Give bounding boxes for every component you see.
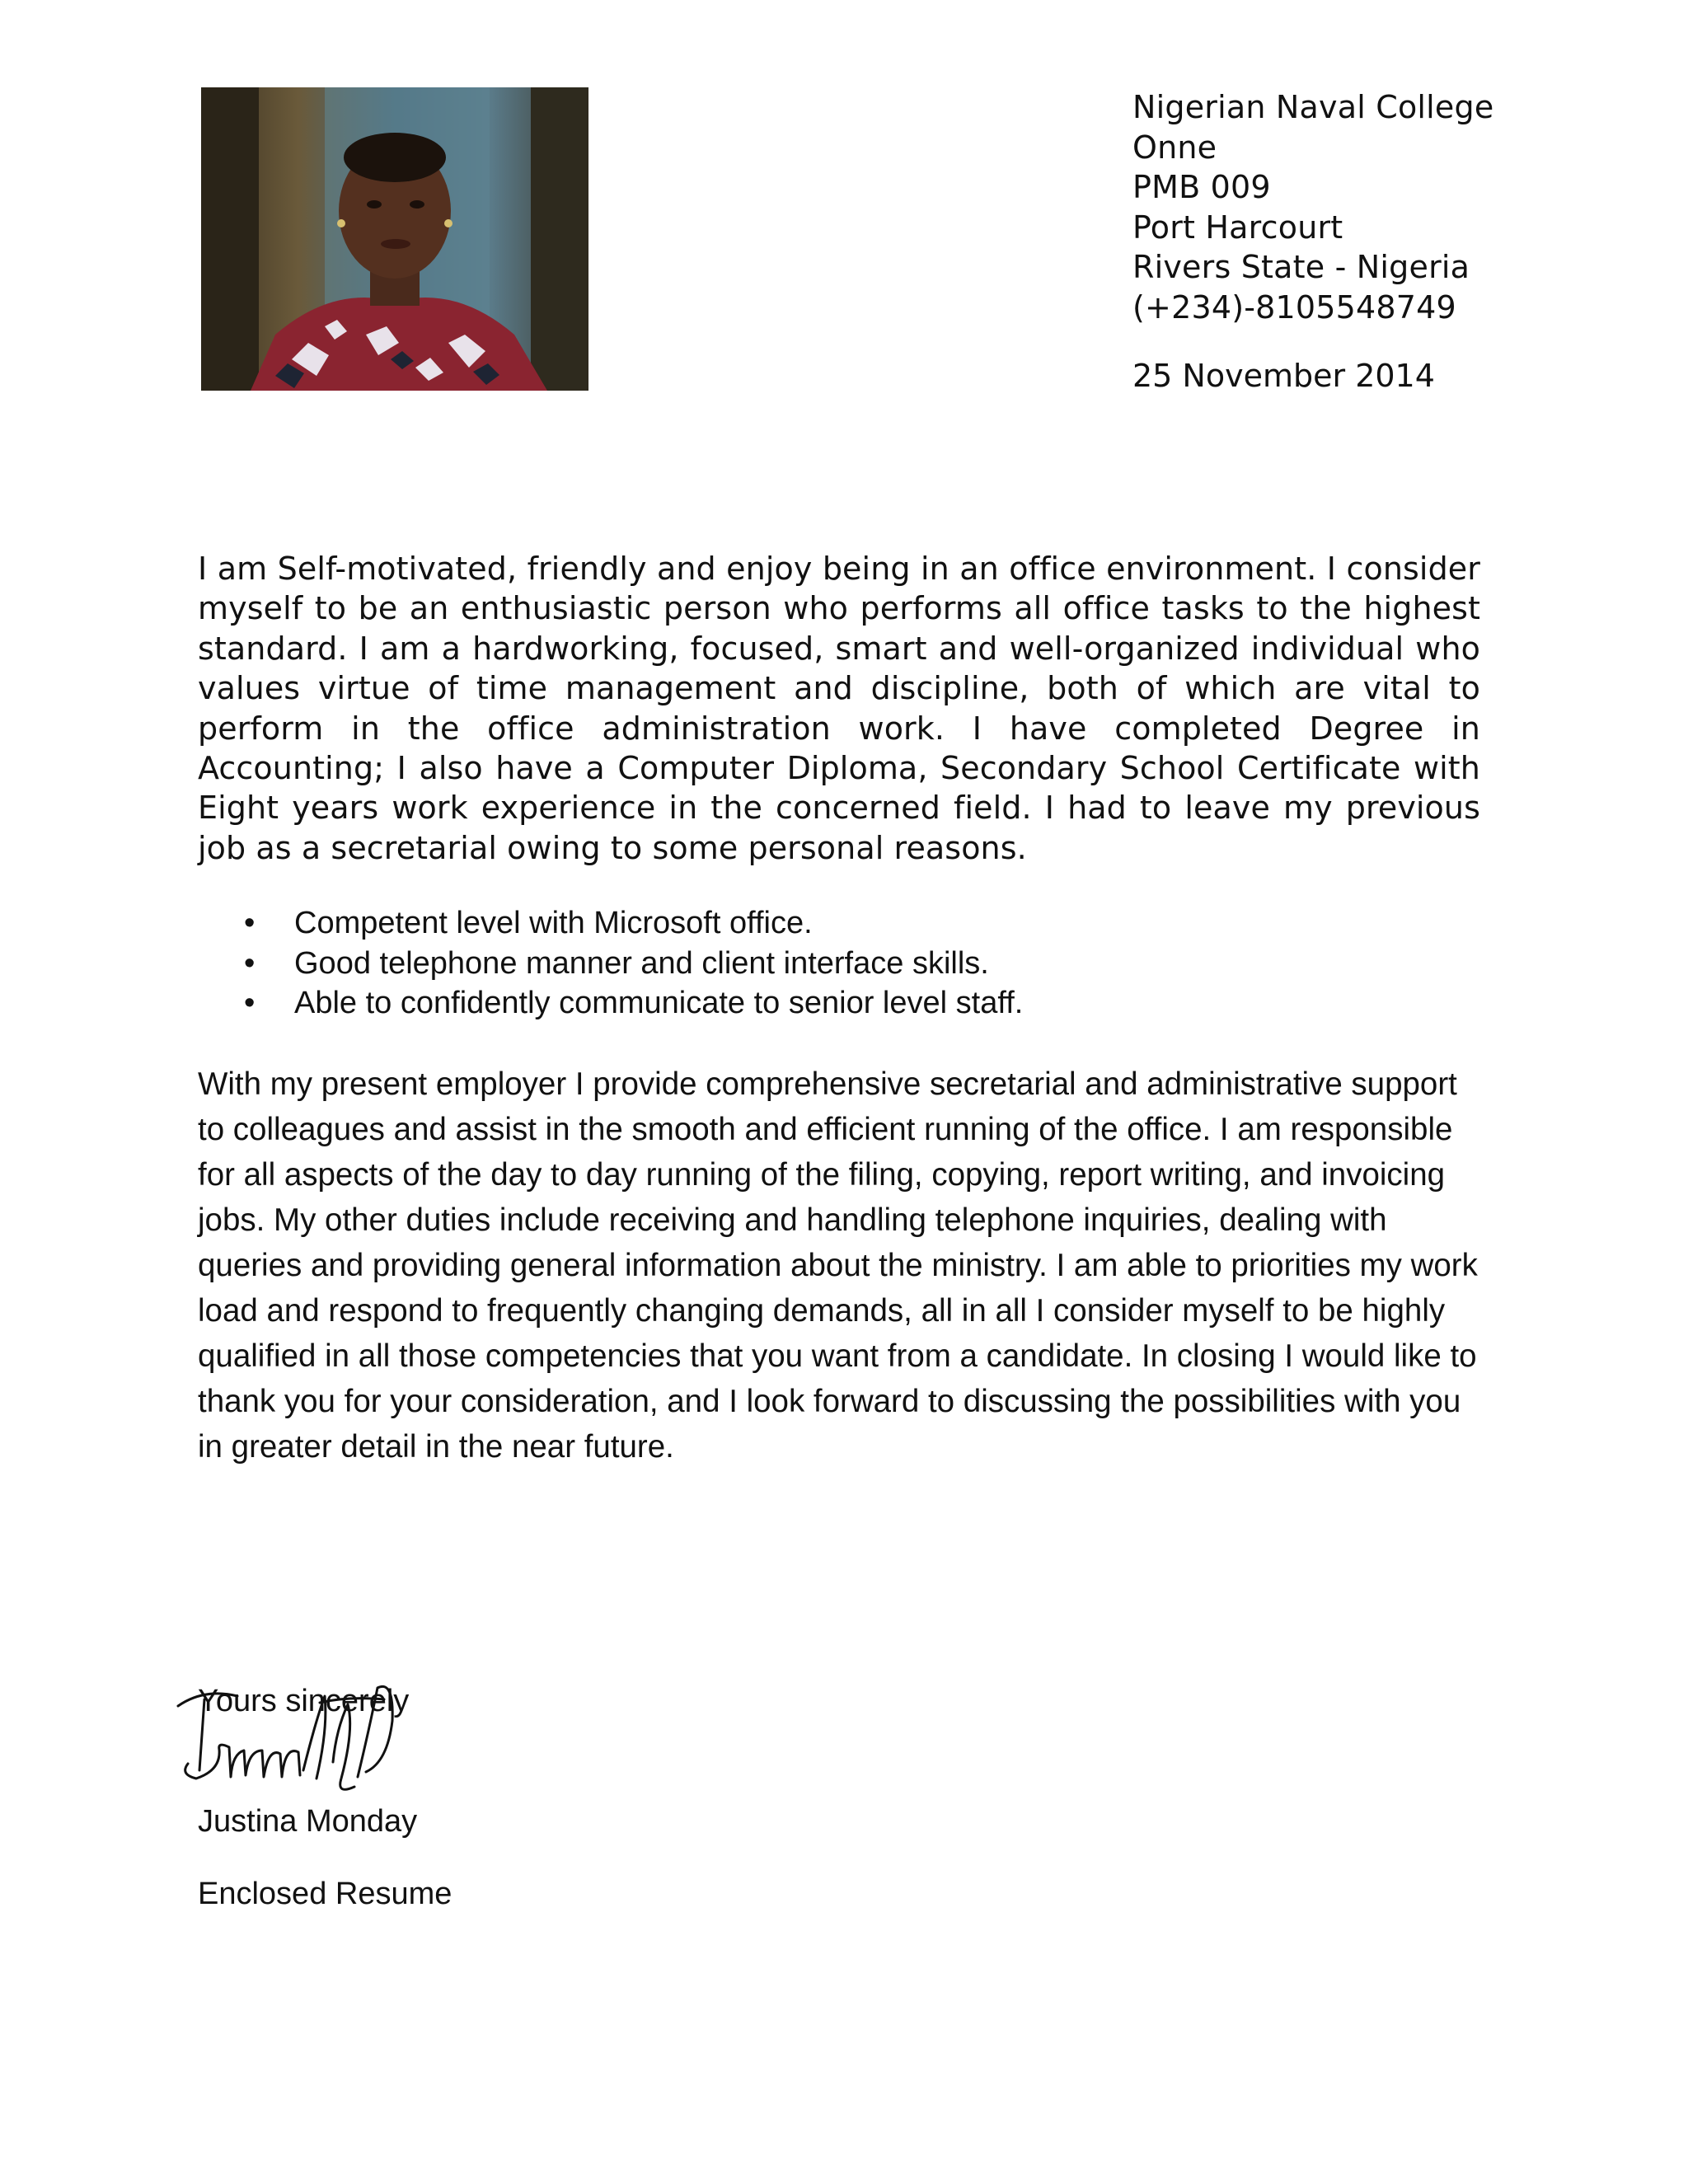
list-item (198, 944, 1484, 984)
sender-address (1132, 87, 1493, 327)
bullet-icon: • (244, 986, 256, 1020)
handwritten-signature (171, 1671, 435, 1811)
letter-date: 25 November 2014 (1132, 358, 1435, 394)
bullet-icon: • (244, 945, 256, 981)
address-line-5: Rivers State - Nigeria (1132, 249, 1470, 285)
list-item (198, 983, 1484, 1024)
closing-salutation: Yours sincerely (198, 1684, 410, 1718)
list-item-text: Good telephone manner and client interface skills. (294, 945, 989, 981)
list-item (198, 903, 1484, 944)
bullet-icon: • (244, 906, 256, 940)
address-line-1: Nigerian Naval College (1132, 89, 1494, 125)
signer-name: Justina Monday (198, 1804, 418, 1839)
skills-list (198, 903, 1484, 1024)
list-item-text: Able to confidently communicate to senior level staff. (294, 986, 1024, 1020)
address-line-4: Port Harcourt (1132, 209, 1343, 246)
enclosure-note: Enclosed Resume (198, 1877, 452, 1911)
list-item-text: Competent level with Microsoft office. (294, 906, 813, 940)
portrait-image (201, 87, 588, 391)
address-line-2: Onne (1132, 129, 1217, 166)
body-paragraph-2: With my present employer I provide comprehensive secretarial and administrative support to colleagues and assist in the smooth and efficient running of the office. I am responsible for all aspects of the day to day running of the filing, copying, report writing, and invoicing jobs. My other duties include receiving and handling telephone inquiries, dealing with queries and providing general information about the ministry. I am able to priorities my work load and respond to frequently changing demands, all in all I consider myself to be highly qualified in all those competencies that you want from a candidate. In closing I would like to thank you for your consideration, and I look forward to discussing the possibilities with you in greater detail in the near future. (198, 1066, 1478, 1465)
address-phone: (+234)-8105548749 (1132, 288, 1456, 326)
applicant-photo (201, 87, 588, 391)
body-paragraph-1: I am Self-motivated, friendly and enjoy being in an office environment. I consider myself to be an enthusiastic person who performs all office tasks to the highest standard. I am a hardworking, focused, smart and well-organized individual who values virtue of time management and discipline, both of which are vital to perform in the office administration work. I have completed Degree in Accounting; I also have a Computer Diploma, Secondary School Certificate with Eight years work experience in the concerned field. I had to leave my previous job as a secretarial owing to some personal reasons. (198, 551, 1480, 866)
address-line-3: PMB 009 (1132, 169, 1271, 205)
